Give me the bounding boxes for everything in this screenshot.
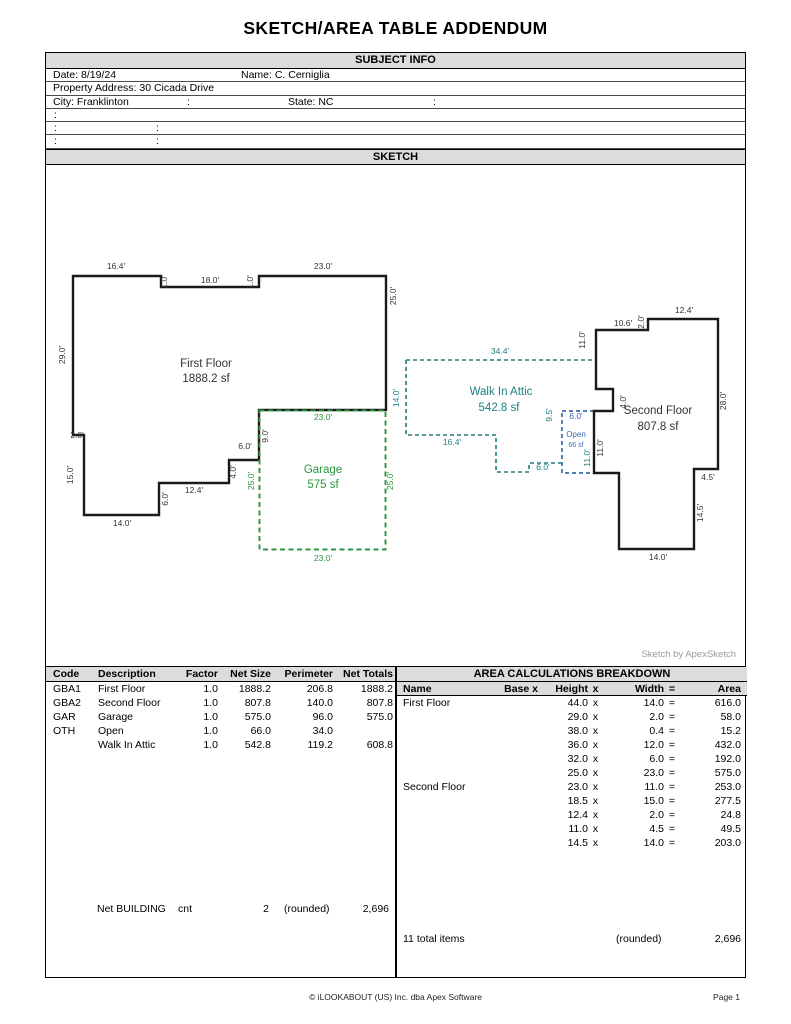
- floorplan-svg: [46, 165, 744, 666]
- net-building-unit: cnt: [178, 902, 193, 915]
- dimension-label: Open: [566, 429, 586, 439]
- subject-field: State: NC: [288, 95, 334, 108]
- dimension-label: 6.0': [569, 410, 583, 421]
- cell-base: [498, 766, 538, 780]
- cell-name: [403, 752, 498, 766]
- dimension-label: 25.0': [385, 471, 395, 490]
- subject-info-row: [46, 69, 745, 82]
- cell-description: Second Floor: [98, 696, 161, 709]
- dimension-label: 1.0': [159, 275, 169, 289]
- breakdown-row: [397, 794, 747, 808]
- area-table-body: [46, 682, 395, 752]
- cell-op2: =: [668, 780, 676, 793]
- col-width: Width: [634, 682, 664, 695]
- cell-width: 2.0: [649, 808, 664, 821]
- cell-net-totals: 807.8: [366, 696, 393, 709]
- cell-op2: =: [668, 710, 676, 723]
- cell-name: Second Floor: [403, 780, 466, 793]
- dimension-label: 11.0': [577, 331, 587, 349]
- cell-area: 575.0: [714, 766, 741, 779]
- cell-net-size: 575.0: [244, 710, 271, 723]
- cell-factor: 1.0: [203, 710, 218, 723]
- cell-description: Walk In Attic: [98, 738, 156, 751]
- breakdown-row: [397, 738, 747, 752]
- dimension-label: 66 sf: [568, 441, 584, 449]
- dimension-label: 4.0': [228, 465, 238, 479]
- dimension-label: 6.0': [536, 461, 550, 472]
- area-table-row: [46, 682, 395, 696]
- breakdown-row: [397, 710, 747, 724]
- area-table-row: [46, 696, 395, 710]
- cell-op1: x: [592, 766, 599, 779]
- dimension-label: 2.0': [636, 315, 646, 329]
- cell-base: [498, 752, 538, 766]
- net-building-label: Net BUILDING: [97, 902, 166, 915]
- cell-code: GBA2: [53, 696, 82, 709]
- cell-height: 25.0: [567, 766, 588, 779]
- cell-name: First Floor: [403, 696, 451, 709]
- dimension-label: 14.5': [695, 503, 705, 522]
- dimension-label: 14.0': [648, 551, 668, 562]
- dimension-label: 18.0': [200, 274, 220, 285]
- dimension-label: 29.0': [57, 345, 67, 364]
- col-area: Area: [717, 682, 741, 695]
- col-op2: =: [668, 682, 676, 695]
- area-table: [46, 667, 397, 978]
- breakdown-row: [397, 808, 747, 822]
- cell-width: 6.0: [649, 752, 664, 765]
- subject-field: :: [187, 95, 190, 108]
- subject-info-row: [46, 135, 745, 148]
- cell-code: [53, 738, 98, 752]
- cell-height: 32.0: [567, 752, 588, 765]
- dimension-label: 28.0': [718, 391, 728, 410]
- subject-info-row: [46, 96, 745, 109]
- cell-width: 14.0: [643, 696, 664, 709]
- cell-base: [498, 724, 538, 738]
- subject-info-header: SUBJECT INFO: [46, 53, 745, 69]
- cell-height: 14.5: [567, 836, 588, 849]
- dimension-label: 6.0': [238, 440, 252, 451]
- cell-perimeter: 119.2: [307, 738, 333, 751]
- cell-area: 277.5: [714, 794, 741, 807]
- cell-net-totals: 575.0: [366, 710, 393, 723]
- dimension-label: 15.0': [65, 465, 75, 484]
- main-box: [45, 52, 746, 978]
- subject-info-rows: [46, 69, 745, 149]
- cell-area: 49.5: [720, 822, 741, 835]
- area-table-row: [46, 738, 395, 752]
- cell-height: 18.5: [567, 794, 588, 807]
- cell-area: 203.0: [714, 836, 741, 849]
- cell-width: 15.0: [643, 794, 664, 807]
- dimension-label: 4.0': [618, 395, 628, 409]
- dimension-label: 6.0': [160, 492, 170, 506]
- cell-name: [403, 836, 498, 850]
- dimension-label: 25.0': [246, 471, 256, 490]
- cell-height: 38.0: [567, 724, 588, 737]
- cell-op1: x: [592, 808, 599, 821]
- room-label: Second Floor: [623, 404, 693, 417]
- dimension-label: 16.4': [442, 436, 462, 447]
- dimension-label: 12.4': [184, 484, 204, 495]
- cell-area: 432.0: [714, 738, 741, 751]
- cell-name: [403, 724, 498, 738]
- cell-width: 0.4: [649, 724, 664, 737]
- cell-net-totals: 1888.2: [360, 682, 393, 695]
- cell-op2: =: [668, 724, 676, 737]
- cell-op1: x: [592, 724, 599, 737]
- cell-net-size: 542.8: [244, 738, 271, 751]
- cell-height: 11.0: [568, 822, 588, 835]
- cell-base: [498, 780, 538, 794]
- subject-field: Property Address: 30 Cicada Drive: [53, 82, 215, 95]
- cell-factor: 1.0: [203, 696, 218, 709]
- breakdown-title: AREA CALCULATIONS BREAKDOWN: [397, 667, 747, 682]
- subject-field: :: [54, 135, 57, 148]
- cell-height: 36.0: [567, 738, 588, 751]
- cell-area: 616.0: [714, 696, 741, 709]
- cell-op2: =: [668, 808, 676, 821]
- col-description: Description: [98, 667, 156, 680]
- cell-net-size: 1888.2: [238, 682, 271, 695]
- cell-width: 12.0: [643, 738, 664, 751]
- cell-op2: =: [668, 794, 676, 807]
- cell-op1: x: [592, 836, 599, 849]
- cell-base: [498, 808, 538, 822]
- sketch-header: SKETCH: [46, 149, 745, 165]
- cell-op2: =: [668, 836, 676, 849]
- cell-net-totals: [333, 724, 393, 738]
- breakdown-row: [397, 836, 747, 850]
- room-label: Garage: [303, 463, 343, 476]
- cell-height: 23.0: [567, 780, 588, 793]
- cell-net-size: 66.0: [250, 724, 271, 737]
- net-building-rounded: (rounded): [284, 902, 330, 915]
- cell-base: [498, 822, 538, 836]
- dimension-label: 23.0': [313, 411, 333, 422]
- tables-section: [46, 666, 745, 978]
- breakdown-table: [397, 667, 747, 978]
- breakdown-row: [397, 766, 747, 780]
- dimension-label: 9.5': [544, 408, 554, 422]
- net-building-total: 2,696: [362, 902, 389, 915]
- cell-description: Garage: [98, 710, 134, 723]
- cell-op2: =: [668, 696, 676, 709]
- cell-height: 29.0: [567, 710, 588, 723]
- walk-in-attic-outline: [406, 360, 595, 472]
- cell-op2: =: [668, 766, 676, 779]
- sketch-credit: Sketch by ApexSketch: [641, 648, 736, 660]
- breakdown-header: [397, 682, 747, 696]
- cell-perimeter: 140.0: [306, 696, 333, 709]
- cell-base: [498, 710, 538, 724]
- dimension-label: 9.0': [260, 429, 270, 443]
- dimension-label: 25.0': [388, 286, 398, 305]
- cell-perimeter: 34.0: [312, 724, 333, 737]
- col-height: Height: [555, 682, 588, 695]
- cell-factor: 1.0: [203, 682, 218, 695]
- page-number: Page 1: [713, 992, 740, 1002]
- cell-name: [403, 794, 498, 808]
- dimension-label: 1.0': [245, 275, 255, 289]
- room-label: 542.8 sf: [478, 401, 520, 414]
- cell-base: [498, 836, 538, 850]
- col-net-totals: Net Totals: [343, 667, 393, 680]
- breakdown-row: [397, 780, 747, 794]
- subject-field: :: [156, 122, 159, 135]
- area-table-row: [46, 724, 395, 738]
- room-label: 575 sf: [307, 478, 339, 491]
- cell-height: 44.0: [567, 696, 588, 709]
- cell-area: 192.0: [714, 752, 741, 765]
- cell-op1: x: [592, 822, 599, 835]
- breakdown-row: [397, 822, 747, 836]
- cell-width: 14.0: [643, 836, 664, 849]
- cell-width: 11.0: [644, 780, 664, 793]
- col-op1: x: [592, 682, 599, 695]
- cell-description: First Floor: [98, 682, 146, 695]
- room-label: 807.8 sf: [637, 420, 679, 433]
- cell-name: [403, 822, 498, 836]
- sketch-labels: [57, 261, 728, 563]
- subject-field: Date: 8/19/24: [53, 69, 117, 81]
- dimension-label: 23.0': [313, 260, 333, 271]
- area-table-row: [46, 710, 395, 724]
- footer-credit: © iLOOKABOUT (US) Inc. dba Apex Software: [309, 992, 482, 1002]
- cell-op2: =: [668, 822, 676, 835]
- cell-area: 58.0: [720, 710, 741, 723]
- cell-area: 253.0: [714, 780, 741, 793]
- breakdown-row: [397, 724, 747, 738]
- cell-code: OTH: [53, 724, 76, 737]
- subject-info-row: [46, 109, 745, 122]
- breakdown-row: [397, 752, 747, 766]
- cell-op1: x: [592, 794, 599, 807]
- col-factor: Factor: [185, 667, 218, 680]
- cell-net-size: 807.8: [244, 696, 271, 709]
- room-label: Walk In Attic: [469, 385, 533, 398]
- dimension-label: 14.0': [391, 388, 401, 407]
- cell-description: Open: [98, 724, 124, 737]
- cell-area: 24.8: [720, 808, 741, 821]
- total-items-label: 11 total items: [403, 932, 465, 945]
- cell-op1: x: [592, 780, 599, 793]
- net-building-count: 2: [263, 902, 269, 915]
- cell-name: [403, 710, 498, 724]
- subject-field: Name: C. Cerniglia: [241, 69, 330, 81]
- dimension-label: 34.4': [490, 345, 510, 356]
- col-name: Name: [403, 682, 432, 695]
- dimension-label: 12.4': [674, 304, 694, 315]
- cell-code: GBA1: [53, 682, 82, 695]
- col-code: Code: [53, 667, 80, 680]
- cell-factor: 1.0: [203, 724, 218, 737]
- subject-field: :: [54, 108, 57, 121]
- dimension-label: 11.0': [595, 439, 605, 457]
- dimension-label: 4.5': [701, 471, 715, 482]
- cell-perimeter: 206.8: [306, 682, 333, 695]
- cell-net-totals: 608.8: [366, 738, 393, 751]
- col-net-size: Net Size: [230, 667, 271, 680]
- cell-width: 23.0: [643, 766, 664, 779]
- cell-op1: x: [592, 738, 599, 751]
- dimension-label: 2.0': [70, 429, 84, 440]
- area-table-header: [46, 667, 395, 682]
- total-items-rounded: (rounded): [616, 932, 662, 945]
- cell-base: [498, 794, 538, 808]
- cell-factor: 1.0: [203, 738, 218, 751]
- breakdown-body: [397, 696, 747, 850]
- cell-height: 12.4: [567, 808, 588, 821]
- col-base: Base x: [504, 682, 538, 695]
- room-label: 1888.2 sf: [182, 372, 230, 385]
- cell-base: [498, 696, 538, 710]
- col-perimeter: Perimeter: [284, 667, 333, 680]
- dimension-label: 10.6': [613, 317, 633, 328]
- cell-area: 15.2: [720, 724, 741, 737]
- cell-width: 4.5: [649, 822, 664, 835]
- cell-op2: =: [668, 752, 676, 765]
- cell-name: [403, 766, 498, 780]
- dimension-label: 14.0': [112, 517, 132, 528]
- cell-width: 2.0: [649, 710, 664, 723]
- dimension-label: 16.4': [106, 260, 126, 271]
- room-label: First Floor: [180, 357, 232, 370]
- cell-op1: x: [592, 752, 599, 765]
- subject-field: :: [156, 135, 159, 148]
- cell-perimeter: 96.0: [312, 710, 333, 723]
- breakdown-row: [397, 696, 747, 710]
- cell-name: [403, 738, 498, 752]
- cell-op1: x: [592, 710, 599, 723]
- dimension-label: 11.0': [582, 449, 592, 467]
- subject-field: City: Franklinton: [53, 95, 129, 108]
- cell-op1: x: [592, 696, 599, 709]
- sketch-canvas: [46, 165, 745, 666]
- subject-info-row: [46, 82, 745, 95]
- subject-field: :: [54, 122, 57, 135]
- page-title: SKETCH/AREA TABLE ADDENDUM: [243, 18, 548, 38]
- dimension-label: 23.0': [313, 552, 333, 563]
- subject-info-row: [46, 122, 745, 135]
- cell-base: [498, 738, 538, 752]
- cell-code: GAR: [53, 710, 76, 723]
- cell-name: [403, 808, 498, 822]
- total-items-total: 2,696: [714, 932, 741, 945]
- subject-field: :: [433, 95, 436, 108]
- cell-op2: =: [668, 738, 676, 751]
